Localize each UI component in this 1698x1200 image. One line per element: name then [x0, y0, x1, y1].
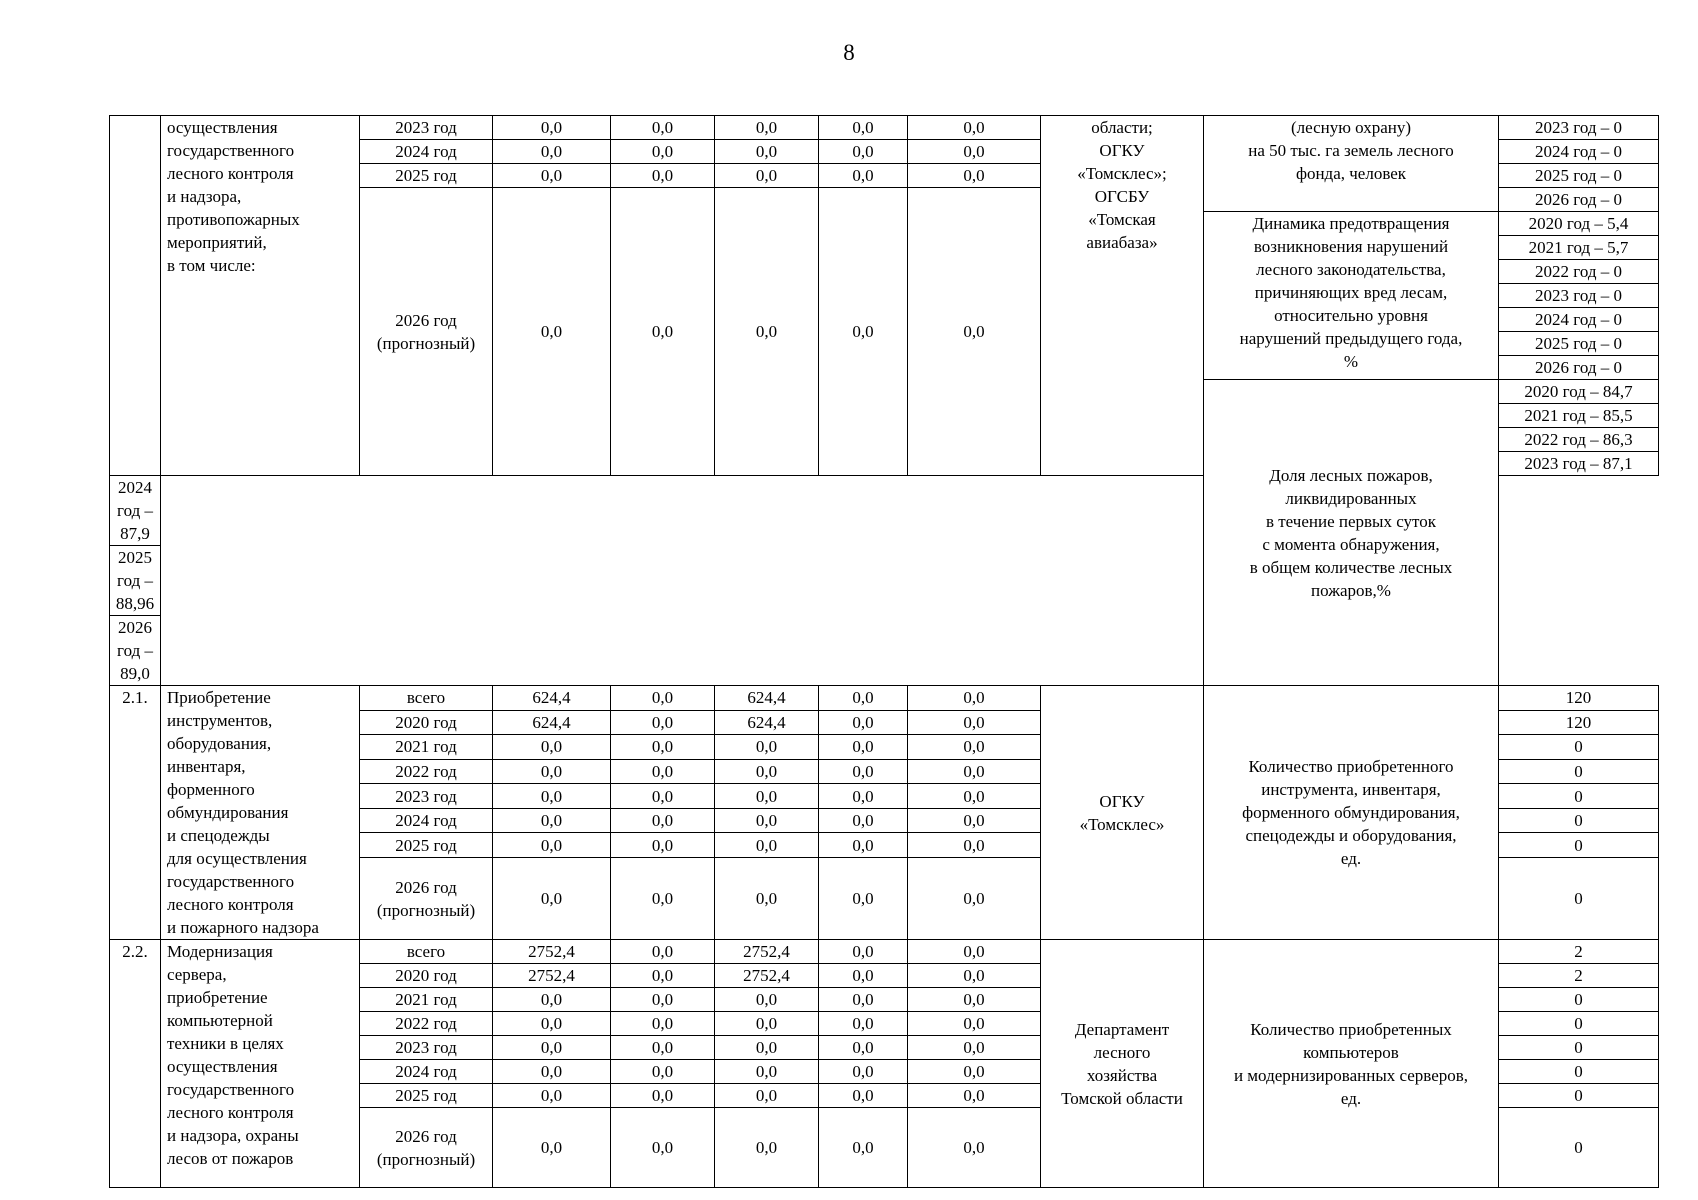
period-cell: 2023 год: [360, 1036, 493, 1060]
value-cell: 0,0: [715, 1036, 819, 1060]
value-cell: 0,0: [819, 710, 908, 735]
period-cell: 2023 год: [360, 784, 493, 809]
indicator-value: 0: [1499, 1108, 1659, 1188]
indicator-value: 2026 год – 89,0: [110, 616, 161, 686]
value-cell: 0,0: [493, 1084, 611, 1108]
value-cell: 0,0: [908, 833, 1041, 858]
value-cell: 0,0: [819, 833, 908, 858]
period-cell: 2025 год: [360, 833, 493, 858]
value-cell: 0,0: [819, 164, 908, 188]
value-cell: 0,0: [611, 710, 715, 735]
value-cell: 0,0: [493, 858, 611, 940]
value-cell: 0,0: [819, 858, 908, 940]
indicator-name: Количество приобретенных компьютеров и модернизированных серверов, ед.: [1204, 940, 1499, 1188]
row-number: 2.1.: [110, 686, 161, 940]
block-2-2: [110, 940, 1659, 1188]
value-cell: 0,0: [908, 858, 1041, 940]
value-cell: 0,0: [908, 710, 1041, 735]
period-cell: 2026 год (прогнозный): [360, 188, 493, 476]
value-cell: 0,0: [819, 140, 908, 164]
program-table: [109, 115, 1659, 1188]
indicator-value: 0: [1499, 1012, 1659, 1036]
value-cell: 0,0: [908, 1060, 1041, 1084]
value-cell: 0,0: [908, 808, 1041, 833]
value-cell: 0,0: [493, 164, 611, 188]
value-cell: 2752,4: [715, 940, 819, 964]
value-cell: 0,0: [715, 735, 819, 760]
indicator-value: 0: [1499, 1036, 1659, 1060]
value-cell: 0,0: [715, 858, 819, 940]
value-cell: 0,0: [819, 1012, 908, 1036]
indicator-value: 2024 год – 0: [1499, 308, 1659, 332]
indicator-name: Доля лесных пожаров, ликвидированных в течение первых суток с момента обнаружения, в общем количестве лесных пожаров,%: [1204, 380, 1499, 686]
indicator-value: 2: [1499, 964, 1659, 988]
indicator-value: 0: [1499, 1060, 1659, 1084]
value-cell: 0,0: [908, 164, 1041, 188]
period-cell: 2021 год: [360, 735, 493, 760]
value-cell: 0,0: [715, 1012, 819, 1036]
value-cell: 0,0: [908, 735, 1041, 760]
period-cell: 2020 год: [360, 710, 493, 735]
value-cell: 0,0: [819, 940, 908, 964]
indicator-value: 2026 год – 0: [1499, 188, 1659, 212]
value-cell: 0,0: [819, 784, 908, 809]
indicator-value: 0: [1499, 858, 1659, 940]
period-cell: 2024 год: [360, 140, 493, 164]
value-cell: 0,0: [908, 1084, 1041, 1108]
indicator-value: 2023 год – 0: [1499, 116, 1659, 140]
value-cell: 0,0: [611, 735, 715, 760]
indicator-name: Количество приобретенного инструмента, инвентаря, форменного обмундирования, спецодежды и оборудования, ед.: [1204, 686, 1499, 940]
value-cell: 0,0: [493, 188, 611, 476]
value-cell: 0,0: [908, 140, 1041, 164]
period-cell: 2026 год (прогнозный): [360, 1108, 493, 1188]
value-cell: 0,0: [611, 940, 715, 964]
value-cell: 0,0: [611, 140, 715, 164]
period-cell: 2026 год (прогнозный): [360, 858, 493, 940]
period-cell: 2020 год: [360, 964, 493, 988]
value-cell: 0,0: [611, 858, 715, 940]
value-cell: 0,0: [908, 686, 1041, 711]
row-number-cell: [110, 116, 161, 476]
value-cell: 0,0: [908, 988, 1041, 1012]
period-cell: 2024 год: [360, 1060, 493, 1084]
indicator-value: 2021 год – 5,7: [1499, 236, 1659, 260]
value-cell: 0,0: [908, 1012, 1041, 1036]
indicator-value: 2: [1499, 940, 1659, 964]
indicator-value: 0: [1499, 988, 1659, 1012]
activity-name: Модернизация сервера, приобретение компьютерной техники в целях осуществления государственного лесного контроля и надзора, охраны лесов от пожаров: [161, 940, 360, 1188]
value-cell: 624,4: [715, 710, 819, 735]
indicator-value: 2024 год – 87,9: [110, 476, 161, 546]
value-cell: 0,0: [908, 964, 1041, 988]
value-cell: 0,0: [611, 964, 715, 988]
value-cell: 0,0: [908, 940, 1041, 964]
indicator-name: Динамика предотвращения возникновения нарушений лесного законодательства, причиняющих вред лесам, относительно уровня нарушений предыдущего года, %: [1204, 212, 1499, 380]
value-cell: 0,0: [715, 784, 819, 809]
value-cell: 0,0: [611, 1036, 715, 1060]
value-cell: 0,0: [493, 1012, 611, 1036]
value-cell: 0,0: [819, 964, 908, 988]
value-cell: 0,0: [908, 1036, 1041, 1060]
indicator-name: (лесную охрану) на 50 тыс. га земель лесного фонда, человек: [1204, 116, 1499, 212]
value-cell: 0,0: [715, 1084, 819, 1108]
indicator-value: 0: [1499, 735, 1659, 760]
indicator-value: 2024 год – 0: [1499, 140, 1659, 164]
value-cell: 0,0: [715, 759, 819, 784]
value-cell: 0,0: [493, 735, 611, 760]
activity-name: Приобретение инструментов, оборудования, инвентаря, форменного обмундирования и спецодежды для осуществления государственного лесного контроля и пожарного надзора: [161, 686, 360, 940]
indicator-value: 2025 год – 88,96: [110, 546, 161, 616]
table-row: [110, 116, 1659, 140]
period-cell: всего: [360, 686, 493, 711]
executor-cell: области; ОГКУ «Томсклес»; ОГСБУ «Томская авиабаза»: [1041, 116, 1204, 476]
table-row: [110, 686, 1659, 711]
value-cell: 0,0: [715, 833, 819, 858]
value-cell: 0,0: [493, 833, 611, 858]
value-cell: 0,0: [715, 988, 819, 1012]
period-cell: всего: [360, 940, 493, 964]
value-cell: 0,0: [819, 686, 908, 711]
value-cell: 624,4: [715, 686, 819, 711]
indicator-value: 2025 год – 0: [1499, 164, 1659, 188]
value-cell: 2752,4: [493, 940, 611, 964]
value-cell: 0,0: [611, 1012, 715, 1036]
page-number: 8: [843, 40, 855, 65]
table-row: [110, 940, 1659, 964]
value-cell: 0,0: [611, 988, 715, 1012]
indicator-value: 2025 год – 0: [1499, 332, 1659, 356]
period-cell: 2022 год: [360, 759, 493, 784]
value-cell: 0,0: [493, 808, 611, 833]
block-2-1: [110, 686, 1659, 940]
indicator-value: 2026 год – 0: [1499, 356, 1659, 380]
value-cell: 0,0: [611, 164, 715, 188]
indicator-value: 120: [1499, 686, 1659, 711]
value-cell: 0,0: [611, 1060, 715, 1084]
period-cell: 2024 год: [360, 808, 493, 833]
indicator-value: 2020 год – 5,4: [1499, 212, 1659, 236]
period-cell: 2023 год: [360, 116, 493, 140]
value-cell: 0,0: [715, 1108, 819, 1188]
indicator-value: 2022 год – 0: [1499, 260, 1659, 284]
value-cell: 0,0: [819, 1084, 908, 1108]
value-cell: 0,0: [611, 116, 715, 140]
value-cell: 0,0: [493, 116, 611, 140]
value-cell: 0,0: [493, 140, 611, 164]
value-cell: 0,0: [493, 1108, 611, 1188]
indicator-value: 2020 год – 84,7: [1499, 380, 1659, 404]
value-cell: 0,0: [715, 116, 819, 140]
value-cell: 0,0: [908, 116, 1041, 140]
value-cell: 0,0: [493, 784, 611, 809]
value-cell: 0,0: [611, 1084, 715, 1108]
value-cell: 0,0: [715, 1060, 819, 1084]
value-cell: 0,0: [908, 759, 1041, 784]
value-cell: 0,0: [493, 1036, 611, 1060]
row-number: 2.2.: [110, 940, 161, 1188]
indicator-value: 2023 год – 87,1: [1499, 452, 1659, 476]
value-cell: 0,0: [493, 759, 611, 784]
indicator-value: 0: [1499, 808, 1659, 833]
value-cell: 0,0: [819, 188, 908, 476]
value-cell: 2752,4: [715, 964, 819, 988]
period-cell: 2022 год: [360, 1012, 493, 1036]
value-cell: 0,0: [908, 1108, 1041, 1188]
indicator-value: 2022 год – 86,3: [1499, 428, 1659, 452]
value-cell: 0,0: [611, 686, 715, 711]
value-cell: 0,0: [611, 759, 715, 784]
indicator-value: 0: [1499, 759, 1659, 784]
value-cell: 0,0: [908, 784, 1041, 809]
value-cell: 2752,4: [493, 964, 611, 988]
value-cell: 0,0: [819, 759, 908, 784]
value-cell: 0,0: [611, 833, 715, 858]
indicator-value: 0: [1499, 833, 1659, 858]
value-cell: 0,0: [611, 784, 715, 809]
value-cell: 0,0: [611, 188, 715, 476]
value-cell: 0,0: [611, 1108, 715, 1188]
value-cell: 0,0: [715, 188, 819, 476]
period-cell: 2025 год: [360, 164, 493, 188]
period-cell: 2025 год: [360, 1084, 493, 1108]
value-cell: 0,0: [493, 1060, 611, 1084]
value-cell: 0,0: [819, 988, 908, 1012]
value-cell: 624,4: [493, 710, 611, 735]
value-cell: 0,0: [715, 808, 819, 833]
value-cell: 0,0: [611, 808, 715, 833]
value-cell: 0,0: [819, 735, 908, 760]
value-cell: 0,0: [819, 808, 908, 833]
indicator-value: 0: [1499, 784, 1659, 809]
value-cell: 0,0: [493, 988, 611, 1012]
value-cell: 624,4: [493, 686, 611, 711]
value-cell: 0,0: [715, 140, 819, 164]
indicator-value: 2023 год – 0: [1499, 284, 1659, 308]
value-cell: 0,0: [715, 164, 819, 188]
value-cell: 0,0: [908, 188, 1041, 476]
value-cell: 0,0: [819, 1060, 908, 1084]
activity-name: осуществления государственного лесного контроля и надзора, противопожарных мероприятий, в том числе:: [161, 116, 360, 476]
period-cell: 2021 год: [360, 988, 493, 1012]
value-cell: 0,0: [819, 1036, 908, 1060]
value-cell: 0,0: [819, 1108, 908, 1188]
indicator-value: 0: [1499, 1084, 1659, 1108]
indicator-value: 2021 год – 85,5: [1499, 404, 1659, 428]
executor-cell: ОГКУ «Томсклес»: [1041, 686, 1204, 940]
value-cell: 0,0: [819, 116, 908, 140]
indicator-value: 120: [1499, 710, 1659, 735]
executor-cell: Департамент лесного хозяйства Томской области: [1041, 940, 1204, 1188]
